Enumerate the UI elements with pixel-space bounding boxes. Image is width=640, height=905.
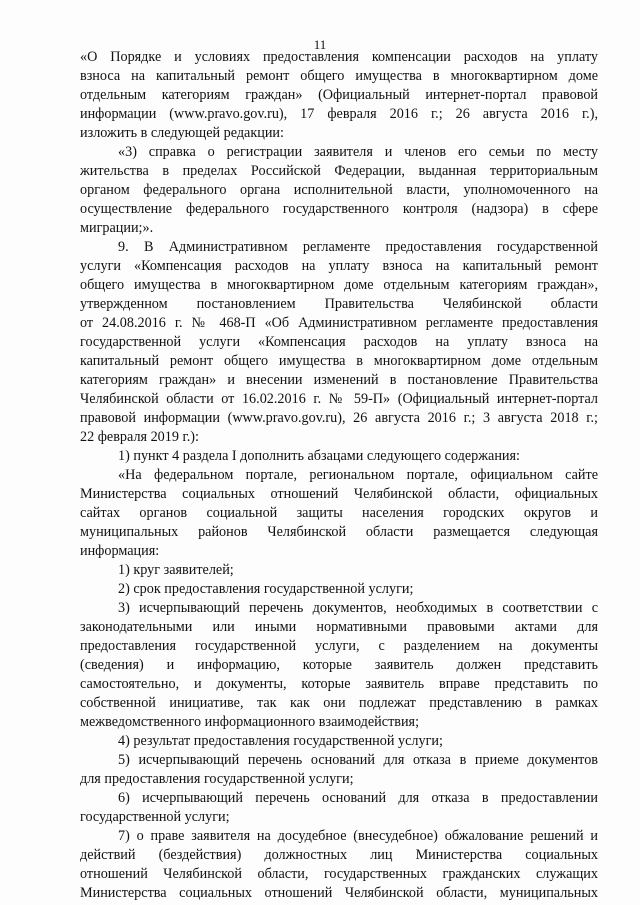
text-line: капитальный ремонт общего имущества в многоквартирном доме отдельным <box>80 353 598 369</box>
text-line: Министерства социальных отношений Челябинской области, официальных <box>80 486 598 502</box>
text-line: отношений Челябинской области, государственных гражданских служащих <box>80 866 598 882</box>
text-line: категориям граждан» и внесении изменений в постановление Правительства <box>80 372 598 388</box>
text-line: для предоставления государственной услуги; <box>80 771 354 787</box>
text-line: предоставления государственной услуги, с разделением на документы <box>80 638 598 654</box>
text-line: 5) исчерпывающий перечень оснований для отказа в приеме документов <box>118 752 598 768</box>
text-line: 7) о праве заявителя на досудебное (внесудебное) обжалование решений и <box>118 828 598 844</box>
text-line: взноса на капитальный ремонт общего имущества в многоквартирном доме <box>80 68 598 84</box>
page-number: 11 <box>313 37 327 52</box>
text-line: действий (бездействия) должностных лиц Министерства социальных <box>80 847 598 863</box>
text-line: 9. В Административном регламенте предоставления государственной <box>118 239 598 255</box>
text-line: жительства в пределах Российской Федерации, выданная территориальным <box>80 163 598 179</box>
text-line: 6) исчерпывающий перечень оснований для отказа в предоставлении <box>118 790 598 806</box>
text-line: миграции;». <box>80 220 154 236</box>
text-line: 3) исчерпывающий перечень документов, необходимых в соответствии с <box>118 600 598 616</box>
text-line: 1) пункт 4 раздела I дополнить абзацами следующего содержания: <box>118 448 520 464</box>
text-line: государственной услуги «Компенсация расходов на уплату взноса на <box>80 334 598 350</box>
text-line: утвержденном постановлением Правительства Челябинской области <box>80 296 598 312</box>
text-line: информация: <box>80 543 160 559</box>
text-line: 4) результат предоставления государственной услуги; <box>118 733 443 749</box>
text-line: Челябинской области от 16.02.2016 г. № 59-П» (Официальный интернет-портал <box>80 391 598 407</box>
text-line: сайтах органов социальной защиты населения городских округов и <box>80 505 598 521</box>
text-line: информации (www.pravo.gov.ru), 17 февраля 2016 г.; 26 августа 2016 г.), <box>80 106 598 122</box>
text-line: самостоятельно, и документы, которые заявитель вправе представить по <box>80 676 598 692</box>
text-line: осуществление федерального государственного контроля (надзора) в сфере <box>80 201 598 217</box>
text-line: от 24.08.2016 г. № 468-П «Об Административном регламенте предоставления <box>80 315 598 331</box>
text-line: 22 февраля 2019 г.): <box>80 429 199 445</box>
text-line: межведомственного информационного взаимодействия; <box>80 714 420 730</box>
text-line: законодательными или иными нормативными правовыми актами для <box>80 619 598 635</box>
document-body <box>80 48 598 903</box>
text-line: общего имущества в многоквартирном доме отдельным категориям граждан», <box>80 277 598 293</box>
text-line: изложить в следующей редакции: <box>80 125 284 141</box>
text-line: 1) круг заявителей; <box>118 562 234 578</box>
text-line: (сведения) и информацию, которые заявитель должен представить <box>80 657 598 673</box>
text-line: правовой информации (www.pravo.gov.ru), 26 августа 2016 г.; 3 августа 2018 г.; <box>80 410 598 426</box>
text-line: государственной услуги; <box>80 809 230 825</box>
text-line: «3) справка о регистрации заявителя и членов его семьи по месту <box>118 144 598 160</box>
text-line: собственной инициативе, так как они подлежат представлению в рамках <box>80 695 598 711</box>
text-line: 2) срок предоставления государственной услуги; <box>118 581 414 597</box>
text-line: Министерства социальных отношений Челябинской области, муниципальных <box>80 885 598 901</box>
text-line: «На федеральном портале, региональном портале, официальном сайте <box>118 467 598 483</box>
text-line: органом федерального органа исполнительной власти, уполномоченного на <box>80 182 598 198</box>
text-line: отдельным категориям граждан» (Официальный интернет-портал правовой <box>80 87 598 103</box>
text-line: «О Порядке и условиях предоставления компенсации расходов на уплату <box>80 49 598 65</box>
text-line: муниципальных районов Челябинской области размещается следующая <box>80 524 598 540</box>
text-line: услуги «Компенсация расходов на уплату взноса на капитальный ремонт <box>80 258 598 274</box>
